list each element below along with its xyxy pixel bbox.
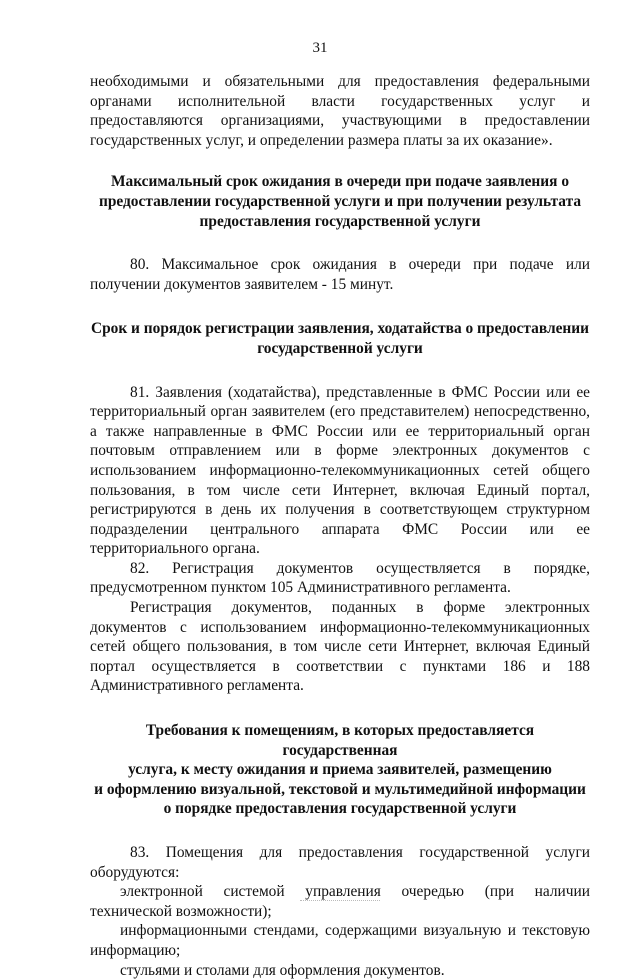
continuation-paragraph: необходимыми и обязательными для предоставления федеральными органами исполнительной власти государственных услуг и предоставляются организациями, участвующими в предоставлении государственных услуг, и определении размера платы за их оказание». <box>90 73 590 149</box>
heading-line: услуга, к месту ожидания и приема заявителей, размещению <box>128 761 552 779</box>
list-item: стульями и столами для оформления документов. <box>120 961 445 979</box>
section-heading-premises-requirements <box>90 721 590 819</box>
page-number: 31 <box>312 40 328 56</box>
heading-line: государственной услуги <box>257 339 423 357</box>
heading-line: предоставления государственной услуги <box>199 212 481 230</box>
section-heading-registration <box>90 319 590 358</box>
paragraph-81: 81. Заявления (ходатайства), представленные в ФМС России или ее территориальный орган заявителем (его представителем) непосредственно, а также направленные в ФМС России или ее территориальный орган почтовым отправлением или в форме электронных документов с использованием информационно-телекоммуникационных сетей общего пользования, в том числе сети Интернет, включая Единый портал, регистрируются в день их получения в соответствующем структурном подразделении центрального аппарата ФМС России или ее территориального органа. <box>90 383 590 558</box>
list-item: электронной системой управления очередью (при наличии технической возможности); <box>90 883 590 920</box>
list-item: информационными стендами, содержащими визуальную и текстовую информацию; <box>90 922 590 959</box>
heading-line: Максимальный срок ожидания в очереди при подаче заявления о <box>110 173 570 191</box>
heading-line: Срок и порядок регистрации заявления, ходатайства о предоставлении <box>90 320 590 338</box>
heading-line: Требования к помещениям, в которых предоставляется государственная <box>145 722 535 759</box>
heading-line: предоставлении государственной услуги и при получении результата <box>98 192 582 210</box>
scan-artifact <box>300 898 380 901</box>
paragraph-82: 82. Регистрация документов осуществляется в порядке, предусмотренном пунктом 105 Административного регламента. <box>90 559 590 597</box>
section-heading-waiting-time <box>90 172 590 231</box>
heading-line: и оформлению визуальной, текстовой и мультимедийной информации <box>94 780 586 798</box>
paragraph-83: 83. Помещения для предоставления государственной услуги оборудуются: <box>90 844 590 881</box>
page-content <box>90 72 590 980</box>
heading-line: о порядке предоставления государственной услуги <box>163 800 517 818</box>
paragraph-80: 80. Максимальное срок ожидания в очереди при подаче или получении документов заявителем - 15 минут. <box>90 256 590 293</box>
paragraph-82-continued: Регистрация документов, поданных в форме электронных документов с использованием информационно-телекоммуникационных сетей общего пользования, в том числе сети Интернет, включая Единый портал осуществляется в соответствии с пунктами 186 и 188 Административного регламента. <box>90 599 590 695</box>
